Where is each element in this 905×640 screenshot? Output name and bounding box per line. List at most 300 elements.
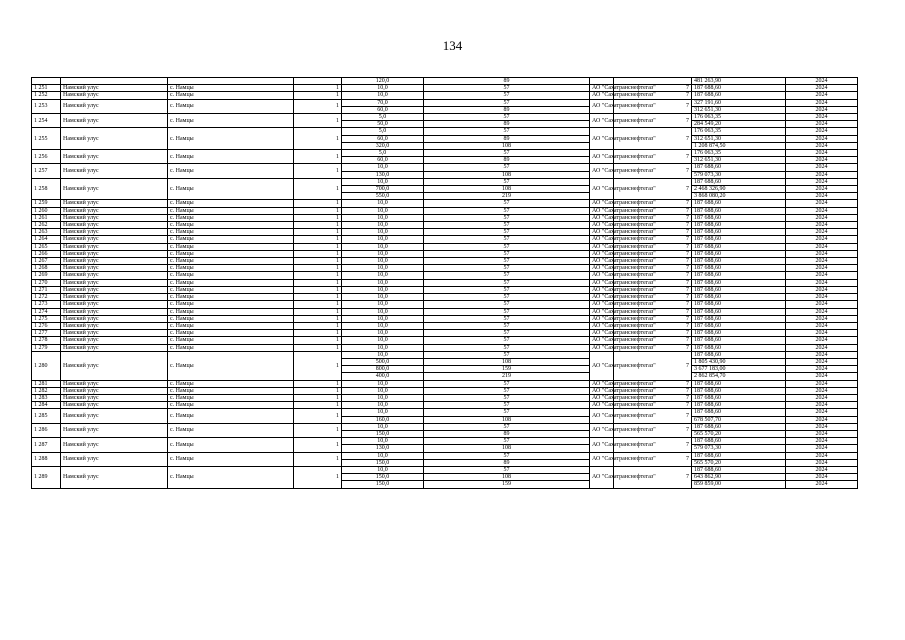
cell-locality: с. Намцы — [168, 258, 294, 265]
cell-year: 2024 — [786, 265, 858, 272]
cell-district: Намский улус — [61, 279, 168, 286]
cell-year: 2024 — [786, 250, 858, 257]
cell-diameter: 57 — [424, 322, 590, 329]
cell-year: 2024 — [786, 99, 858, 106]
cell-contractor: АО "Сахатранснефтегаз" — [590, 200, 614, 207]
cell-year: 2024 — [786, 207, 858, 214]
cell-locality: с. Намцы — [168, 178, 294, 200]
cell-count: 1 — [294, 258, 342, 265]
cell-length: 70,0 — [342, 99, 424, 106]
table-row — [32, 380, 858, 387]
cell-cost: 579 073,30 — [692, 171, 786, 178]
cell-number: 1 280 — [32, 351, 61, 380]
cell-year: 2024 — [786, 150, 858, 157]
cell-district: Намский улус — [61, 423, 168, 437]
cell-diameter: 57 — [424, 150, 590, 157]
cell-district: Намский улус — [61, 394, 168, 401]
cell-number: 1 273 — [32, 301, 61, 308]
cell-count: 1 — [294, 402, 342, 409]
cell-year: 2024 — [786, 474, 858, 481]
cell-district: Намский улус — [61, 265, 168, 272]
cell-count: 1 — [294, 150, 342, 164]
cell-diameter: 57 — [424, 315, 590, 322]
cell-length: 500,0 — [342, 358, 424, 365]
cell-locality: с. Намцы — [168, 272, 294, 279]
cell-district: Намский улус — [61, 92, 168, 99]
cell-count: 1 — [294, 387, 342, 394]
cell-diameter: 89 — [424, 430, 590, 437]
cell-length: 10,0 — [342, 222, 424, 229]
cell-district: Намский улус — [61, 222, 168, 229]
cell-diameter: 57 — [424, 85, 590, 92]
cell-diameter: 57 — [424, 337, 590, 344]
cell-diameter: 57 — [424, 250, 590, 257]
cell-district: Намский улус — [61, 258, 168, 265]
table-row — [32, 322, 858, 329]
cell-length: 800,0 — [342, 366, 424, 373]
cell-locality: с. Намцы — [168, 351, 294, 380]
cell-diameter: 89 — [424, 106, 590, 113]
cell-cost: 176 063,35 — [692, 128, 786, 135]
cell-quantity: 7 — [614, 387, 692, 394]
cell-quantity: 7 — [614, 409, 692, 423]
cell-year: 2024 — [786, 229, 858, 236]
table-row — [32, 272, 858, 279]
cell-cost: 187 688,60 — [692, 243, 786, 250]
cell-cost: 187 688,60 — [692, 308, 786, 315]
cell-quantity: 7 — [614, 229, 692, 236]
cell-cost: 187 688,60 — [692, 85, 786, 92]
cell-diameter: 57 — [424, 409, 590, 416]
cell-number: 1 275 — [32, 315, 61, 322]
cell-diameter: 57 — [424, 438, 590, 445]
cell-diameter: 57 — [424, 272, 590, 279]
cell-number: 1 257 — [32, 164, 61, 178]
cell-year: 2024 — [786, 106, 858, 113]
page-number: 134 — [442, 38, 463, 53]
cell-contractor: АО "Сахатранснефтегаз" — [590, 258, 614, 265]
cell-year: 2024 — [786, 236, 858, 243]
cell-cost: 187 688,60 — [692, 272, 786, 279]
cell-district: Намский улус — [61, 272, 168, 279]
cell-contractor: АО "Сахатранснефтегаз" — [590, 423, 614, 437]
cell-year: 2024 — [786, 279, 858, 286]
cell-contractor: АО "Сахатранснефтегаз" — [590, 85, 614, 92]
cell-count: 1 — [294, 164, 342, 178]
cell-number: 1 267 — [32, 258, 61, 265]
cell-diameter: 57 — [424, 214, 590, 221]
cell-number: 1 274 — [32, 308, 61, 315]
cell-length: 10,0 — [342, 308, 424, 315]
cell-locality: с. Намцы — [168, 243, 294, 250]
cell-count: 1 — [294, 207, 342, 214]
cell-count: 1 — [294, 92, 342, 99]
cell-diameter: 108 — [424, 416, 590, 423]
cell-contractor: АО "Сахатранснефтегаз" — [590, 214, 614, 221]
cell-count: 1 — [294, 337, 342, 344]
cell-diameter: 57 — [424, 394, 590, 401]
cell-length: 5,0 — [342, 128, 424, 135]
cell-cost: 176 063,35 — [692, 150, 786, 157]
cell-diameter: 159 — [424, 366, 590, 373]
cell-length: 10,0 — [342, 452, 424, 459]
pipeline-table — [31, 77, 858, 489]
cell-district: Намский улус — [61, 207, 168, 214]
cell-length: 10,0 — [342, 301, 424, 308]
cell-locality: с. Намцы — [168, 344, 294, 351]
cell-year: 2024 — [786, 351, 858, 358]
cell-year: 2024 — [786, 481, 858, 488]
cell-length: 550,0 — [342, 193, 424, 200]
table-row — [32, 214, 858, 221]
cell-contractor: АО "Сахатранснефтегаз" — [590, 99, 614, 113]
table-container — [31, 77, 858, 489]
cell-year: 2024 — [786, 416, 858, 423]
cell-year: 2024 — [786, 452, 858, 459]
cell-diameter: 57 — [424, 344, 590, 351]
cell-count: 1 — [294, 294, 342, 301]
cell-locality: с. Намцы — [168, 236, 294, 243]
cell-year: 2024 — [786, 466, 858, 473]
cell-year: 2024 — [786, 243, 858, 250]
cell-locality: с. Намцы — [168, 250, 294, 257]
table-row — [32, 258, 858, 265]
cell-count: 1 — [294, 279, 342, 286]
cell-count: 1 — [294, 222, 342, 229]
cell-number: 1 262 — [32, 222, 61, 229]
cell-length: 10,0 — [342, 322, 424, 329]
cell-length: 10,0 — [342, 92, 424, 99]
cell-district: Намский улус — [61, 330, 168, 337]
cell-length: 10,0 — [342, 200, 424, 207]
cell-district: Намский улус — [61, 351, 168, 380]
table-row — [32, 452, 858, 459]
cell-number: 1 265 — [32, 243, 61, 250]
cell-diameter: 108 — [424, 445, 590, 452]
cell-contractor: АО "Сахатранснефтегаз" — [590, 265, 614, 272]
cell-diameter: 57 — [424, 286, 590, 293]
cell-contractor: АО "Сахатранснефтегаз" — [590, 351, 614, 380]
cell-cost: 3 677 183,00 — [692, 366, 786, 373]
table-row — [32, 438, 858, 445]
cell-length: 10,0 — [342, 402, 424, 409]
cell-number — [32, 78, 61, 85]
cell-length: 10,0 — [342, 315, 424, 322]
cell-number: 1 258 — [32, 178, 61, 200]
cell-count: 1 — [294, 351, 342, 380]
cell-cost: 187 688,60 — [692, 351, 786, 358]
cell-number: 1 287 — [32, 438, 61, 452]
cell-number: 1 272 — [32, 294, 61, 301]
cell-locality: с. Намцы — [168, 114, 294, 128]
cell-count — [294, 78, 342, 85]
cell-year: 2024 — [786, 114, 858, 121]
cell-count: 1 — [294, 330, 342, 337]
cell-year: 2024 — [786, 85, 858, 92]
cell-number: 1 269 — [32, 272, 61, 279]
cell-count: 1 — [294, 423, 342, 437]
cell-quantity — [614, 78, 692, 85]
table-row — [32, 351, 858, 358]
cell-cost: 312 651,30 — [692, 135, 786, 142]
cell-year: 2024 — [786, 92, 858, 99]
cell-year: 2024 — [786, 344, 858, 351]
cell-count: 1 — [294, 438, 342, 452]
cell-quantity: 7 — [614, 214, 692, 221]
cell-number: 1 279 — [32, 344, 61, 351]
cell-quantity: 7 — [614, 99, 692, 113]
cell-length: 60,0 — [342, 135, 424, 142]
cell-count: 1 — [294, 394, 342, 401]
cell-year: 2024 — [786, 394, 858, 401]
cell-year: 2024 — [786, 373, 858, 380]
cell-quantity: 7 — [614, 150, 692, 164]
cell-contractor — [590, 78, 614, 85]
cell-quantity: 7 — [614, 85, 692, 92]
cell-length: 700,0 — [342, 186, 424, 193]
table-row — [32, 394, 858, 401]
table-row — [32, 85, 858, 92]
cell-district: Намский улус — [61, 438, 168, 452]
cell-length: 10,0 — [342, 258, 424, 265]
cell-count: 1 — [294, 99, 342, 113]
cell-year: 2024 — [786, 445, 858, 452]
cell-length: 10,0 — [342, 229, 424, 236]
cell-cost: 3 868 080,20 — [692, 193, 786, 200]
cell-district: Намский улус — [61, 337, 168, 344]
cell-contractor: АО "Сахатранснефтегаз" — [590, 164, 614, 178]
cell-diameter: 108 — [424, 142, 590, 149]
cell-length: 10,0 — [342, 337, 424, 344]
cell-cost: 327 191,60 — [692, 99, 786, 106]
cell-count: 1 — [294, 452, 342, 466]
cell-locality: с. Намцы — [168, 301, 294, 308]
cell-diameter: 57 — [424, 178, 590, 185]
cell-diameter: 57 — [424, 222, 590, 229]
cell-diameter: 89 — [424, 459, 590, 466]
cell-number: 1 289 — [32, 466, 61, 488]
cell-contractor: АО "Сахатранснефтегаз" — [590, 394, 614, 401]
cell-year: 2024 — [786, 200, 858, 207]
cell-contractor: АО "Сахатранснефтегаз" — [590, 178, 614, 200]
cell-length: 10,0 — [342, 466, 424, 473]
cell-number: 1 282 — [32, 387, 61, 394]
cell-number: 1 276 — [32, 322, 61, 329]
cell-year: 2024 — [786, 438, 858, 445]
cell-diameter: 57 — [424, 402, 590, 409]
cell-cost: 1 208 874,50 — [692, 142, 786, 149]
cell-length: 130,0 — [342, 171, 424, 178]
cell-diameter: 57 — [424, 351, 590, 358]
cell-length: 60,0 — [342, 157, 424, 164]
cell-locality: с. Намцы — [168, 466, 294, 488]
cell-quantity: 7 — [614, 330, 692, 337]
cell-contractor: АО "Сахатранснефтегаз" — [590, 243, 614, 250]
cell-length: 320,0 — [342, 142, 424, 149]
cell-length: 10,0 — [342, 272, 424, 279]
table-body — [32, 78, 858, 489]
cell-locality: с. Намцы — [168, 85, 294, 92]
cell-year: 2024 — [786, 193, 858, 200]
cell-number: 1 259 — [32, 200, 61, 207]
cell-locality: с. Намцы — [168, 402, 294, 409]
cell-locality: с. Намцы — [168, 222, 294, 229]
cell-cost: 187 688,60 — [692, 236, 786, 243]
cell-contractor: АО "Сахатранснефтегаз" — [590, 207, 614, 214]
cell-contractor: АО "Сахатранснефтегаз" — [590, 337, 614, 344]
cell-cost: 187 688,60 — [692, 258, 786, 265]
table-row — [32, 78, 858, 85]
cell-year: 2024 — [786, 78, 858, 85]
cell-cost: 187 688,60 — [692, 286, 786, 293]
cell-year: 2024 — [786, 315, 858, 322]
cell-quantity: 7 — [614, 164, 692, 178]
cell-quantity: 7 — [614, 466, 692, 488]
cell-quantity: 7 — [614, 294, 692, 301]
cell-year: 2024 — [786, 286, 858, 293]
cell-cost: 187 688,60 — [692, 164, 786, 171]
cell-district: Намский улус — [61, 85, 168, 92]
table-row — [32, 409, 858, 416]
cell-count: 1 — [294, 178, 342, 200]
cell-count: 1 — [294, 229, 342, 236]
cell-number: 1 260 — [32, 207, 61, 214]
cell-count: 1 — [294, 236, 342, 243]
cell-district: Намский улус — [61, 128, 168, 150]
cell-contractor: АО "Сахатранснефтегаз" — [590, 114, 614, 128]
cell-diameter: 89 — [424, 157, 590, 164]
cell-quantity: 7 — [614, 301, 692, 308]
cell-quantity: 7 — [614, 272, 692, 279]
cell-contractor: АО "Сахатранснефтегаз" — [590, 315, 614, 322]
cell-cost: 187 688,60 — [692, 330, 786, 337]
cell-district: Намский улус — [61, 164, 168, 178]
cell-diameter: 219 — [424, 373, 590, 380]
cell-diameter: 57 — [424, 207, 590, 214]
cell-contractor: АО "Сахатранснефтегаз" — [590, 150, 614, 164]
cell-year: 2024 — [786, 157, 858, 164]
cell-district: Намский улус — [61, 229, 168, 236]
cell-contractor: АО "Сахатранснефтегаз" — [590, 438, 614, 452]
cell-length: 10,0 — [342, 250, 424, 257]
cell-contractor: АО "Сахатранснефтегаз" — [590, 380, 614, 387]
cell-diameter: 57 — [424, 258, 590, 265]
cell-count: 1 — [294, 200, 342, 207]
cell-quantity: 7 — [614, 452, 692, 466]
cell-cost: 312 651,30 — [692, 106, 786, 113]
cell-number: 1 277 — [32, 330, 61, 337]
cell-count: 1 — [294, 466, 342, 488]
cell-diameter: 57 — [424, 279, 590, 286]
cell-count: 1 — [294, 286, 342, 293]
cell-quantity: 7 — [614, 92, 692, 99]
cell-quantity: 7 — [614, 337, 692, 344]
cell-year: 2024 — [786, 164, 858, 171]
cell-quantity: 7 — [614, 200, 692, 207]
cell-quantity: 7 — [614, 394, 692, 401]
table-row — [32, 222, 858, 229]
cell-cost: 481 263,90 — [692, 78, 786, 85]
cell-length: 10,0 — [342, 351, 424, 358]
cell-district: Намский улус — [61, 243, 168, 250]
cell-cost: 187 688,60 — [692, 423, 786, 430]
cell-length: 5,0 — [342, 114, 424, 121]
cell-contractor: АО "Сахатранснефтегаз" — [590, 409, 614, 423]
cell-locality: с. Намцы — [168, 286, 294, 293]
cell-district: Намский улус — [61, 294, 168, 301]
cell-year: 2024 — [786, 128, 858, 135]
cell-cost: 187 688,60 — [692, 337, 786, 344]
cell-diameter: 108 — [424, 186, 590, 193]
cell-diameter: 57 — [424, 114, 590, 121]
cell-diameter: 57 — [424, 466, 590, 473]
cell-count: 1 — [294, 308, 342, 315]
table-row — [32, 301, 858, 308]
cell-diameter: 57 — [424, 387, 590, 394]
cell-district: Намский улус — [61, 322, 168, 329]
cell-year: 2024 — [786, 430, 858, 437]
cell-number: 1 278 — [32, 337, 61, 344]
cell-district: Намский улус — [61, 308, 168, 315]
cell-contractor: АО "Сахатранснефтегаз" — [590, 222, 614, 229]
cell-length: 10,0 — [342, 423, 424, 430]
cell-length: 150,0 — [342, 474, 424, 481]
table-row — [32, 279, 858, 286]
cell-contractor: АО "Сахатранснефтегаз" — [590, 286, 614, 293]
cell-locality: с. Намцы — [168, 394, 294, 401]
table-row — [32, 265, 858, 272]
cell-locality: с. Намцы — [168, 322, 294, 329]
cell-cost: 187 688,60 — [692, 301, 786, 308]
cell-year: 2024 — [786, 308, 858, 315]
cell-cost: 187 688,60 — [692, 394, 786, 401]
cell-locality: с. Намцы — [168, 164, 294, 178]
cell-length: 150,0 — [342, 430, 424, 437]
cell-contractor: АО "Сахатранснефтегаз" — [590, 322, 614, 329]
cell-diameter: 159 — [424, 481, 590, 488]
cell-number: 1 281 — [32, 380, 61, 387]
table-row — [32, 286, 858, 293]
cell-number: 1 256 — [32, 150, 61, 164]
table-row — [32, 423, 858, 430]
cell-cost: 187 688,60 — [692, 207, 786, 214]
cell-number: 1 288 — [32, 452, 61, 466]
cell-cost: 187 688,60 — [692, 222, 786, 229]
cell-cost: 187 688,60 — [692, 344, 786, 351]
cell-length: 10,0 — [342, 394, 424, 401]
table-row — [32, 294, 858, 301]
cell-year: 2024 — [786, 214, 858, 221]
cell-length: 120,0 — [342, 78, 424, 85]
cell-contractor: АО "Сахатранснефтегаз" — [590, 294, 614, 301]
cell-length: 60,0 — [342, 106, 424, 113]
cell-locality: с. Намцы — [168, 330, 294, 337]
cell-year: 2024 — [786, 337, 858, 344]
cell-diameter: 89 — [424, 78, 590, 85]
cell-cost: 187 688,60 — [692, 452, 786, 459]
cell-year: 2024 — [786, 178, 858, 185]
cell-locality: с. Намцы — [168, 99, 294, 113]
cell-district: Намский улус — [61, 466, 168, 488]
table-row — [32, 229, 858, 236]
cell-length: 10,0 — [342, 409, 424, 416]
cell-diameter: 57 — [424, 164, 590, 171]
cell-cost: 579 073,30 — [692, 445, 786, 452]
cell-district — [61, 78, 168, 85]
cell-district: Намский улус — [61, 214, 168, 221]
cell-cost: 859 859,00 — [692, 481, 786, 488]
cell-cost: 187 688,60 — [692, 92, 786, 99]
